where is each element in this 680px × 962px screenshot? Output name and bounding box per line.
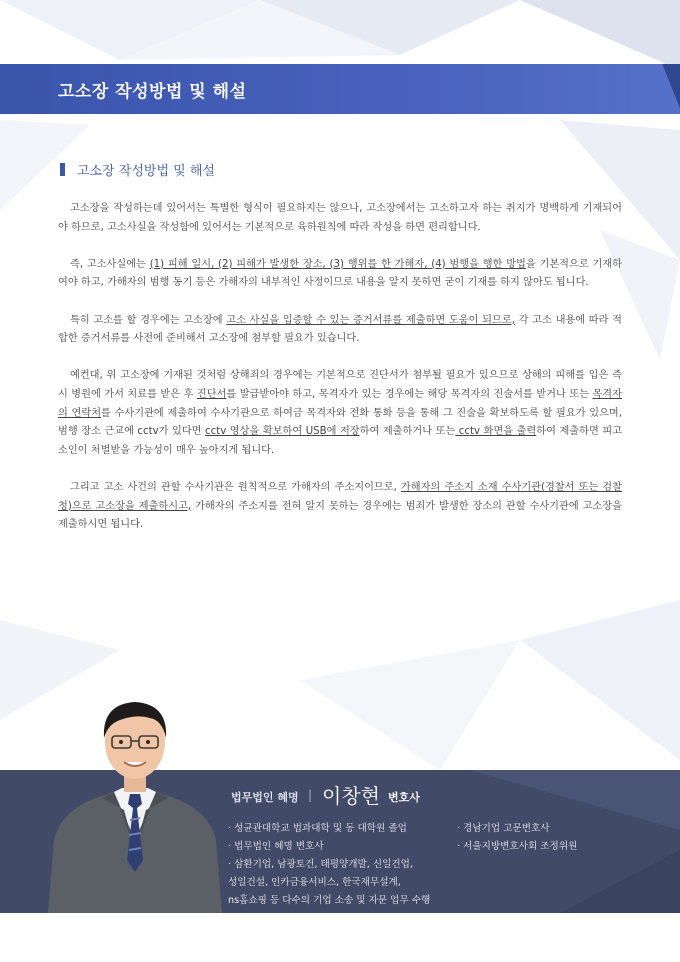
paragraph-text: 을 기본적으로 기재하여야 하고, 가해자의 범행 동기 등은 가해자의 내부적인 사정이므로 내용을 알지 못하면 굳이 기재를 하지 않아도 됩니다. bbox=[58, 258, 622, 289]
underlined-text: 가해자의 주소지 소재 수사기관(경찰서 또는 검찰청)으로 고소장을 제출하시고, bbox=[58, 481, 622, 512]
paragraph-text: 각 고소 내용에 따라 적합한 증거서류를 사전에 준비해서 고소장에 첨부할 필요가 있습니다. bbox=[58, 314, 623, 345]
credentials-right bbox=[457, 820, 577, 856]
credential-item: · 성균관대학교 법과대학 및 동 대학원 졸업 bbox=[228, 823, 407, 834]
underlined-text: 목격자의 연락처 bbox=[58, 388, 622, 419]
credential-item: ns홈쇼핑 등 다수의 기업 소송 및 자문 업무 수행 bbox=[228, 895, 431, 906]
section-marker bbox=[60, 163, 65, 176]
lawyer-name: 이창현 bbox=[322, 784, 380, 808]
credential-item: · 서울지방변호사회 조정위원 bbox=[457, 841, 578, 852]
underlined-text: (1) 피해 일시, (2) 피해가 발생한 장소, (3) 행위를 한 가해자, (4) 범행을 행한 방법 bbox=[149, 258, 526, 270]
credential-item: · 경남기업 고문변호사 bbox=[457, 823, 550, 834]
paragraph-text: 하여 제출하거나 또는 bbox=[359, 426, 456, 438]
underlined-text: 고소 사실을 입증할 수 있는 증거서류를 제출하면 도움이 되므로, bbox=[226, 314, 515, 326]
lawyer-role: 변호사 bbox=[388, 791, 420, 804]
paragraph-text: 를 수사기관에 제출하여 수사기관으로 하여금 목격자와 전화 통화 등을 통해 그 진술을 확보하도록 할 필요가 있으며, 범행 장소 근교에 cctv가 있다면 bbox=[58, 407, 622, 438]
credentials-left bbox=[228, 820, 430, 910]
credential-item: · 법무법인 혜명 변호사 bbox=[228, 841, 324, 852]
paragraph-text: 를 발급받아야 하고, 목격자가 있는 경우에는 해당 목격자의 진술서를 받거나 또는 bbox=[226, 388, 593, 400]
lawyer-portrait bbox=[40, 690, 230, 913]
banner-corner bbox=[630, 64, 680, 114]
paragraph-4 bbox=[58, 367, 622, 460]
credential-item: 성일건설, 인카금융서비스, 한국재무설계, bbox=[228, 877, 401, 888]
paragraph-text: 즉, 고소사실에는 bbox=[70, 258, 150, 270]
body-text bbox=[58, 200, 622, 553]
underlined-text: cctv 영상을 확보하여 USB에 저장 bbox=[205, 426, 360, 438]
paragraph-text: 특히 고소를 할 경우에는 고소장에 bbox=[70, 314, 227, 326]
page-title: 고소장 작성방법 및 해설 bbox=[58, 82, 247, 102]
separator: | bbox=[308, 788, 313, 802]
section-title: 고소장 작성방법 및 해설 bbox=[77, 164, 215, 179]
paragraph-text: 예컨대, 위 고소장에 기재된 것처럼 상해죄의 경우에는 기본적으로 진단서가 첨부될 필요가 있으므로 상해의 피해를 입은 즉시 병원에 가서 치료를 받은 후 bbox=[58, 370, 622, 400]
credential-item: · 삼환기업, 남광토건, 태평양개발, 신일건업, bbox=[228, 859, 413, 870]
underlined-text: 진단서 bbox=[196, 388, 227, 400]
paragraph-text: 고소장을 작성하는데 있어서는 특별한 형식이 필요하지는 않으나, 고소장에서는 고소하고자 하는 취지가 명백하게 기재되어야 하므로, 고소사실을 작성함에 있어서는 기본적으로 육하원칙에 따라 작성을 하면 편리합니다. bbox=[58, 203, 622, 233]
law-firm-name: 법무법인 혜명 bbox=[231, 791, 299, 804]
paragraph-text: 그리고 고소 사건의 관할 수사기관은 원칙적으로 가해자의 주소지이므로, bbox=[70, 481, 401, 493]
underlined-text: cctv 화면을 출력 bbox=[455, 426, 537, 438]
paragraph-5 bbox=[58, 479, 622, 535]
paragraph-1 bbox=[58, 200, 622, 237]
paragraph-text: 하여 제출하면 피고소인이 처벌받을 가능성이 매우 높아지게 됩니다. bbox=[58, 426, 623, 456]
paragraph-2 bbox=[58, 256, 622, 293]
paragraph-3 bbox=[58, 312, 622, 349]
paragraph-text: 가해자의 주소지를 전혀 알지 못하는 경우에는 범죄가 발생한 장소의 관할 수사기관에 고소장을 제출하시면 됩니다. bbox=[58, 500, 622, 531]
